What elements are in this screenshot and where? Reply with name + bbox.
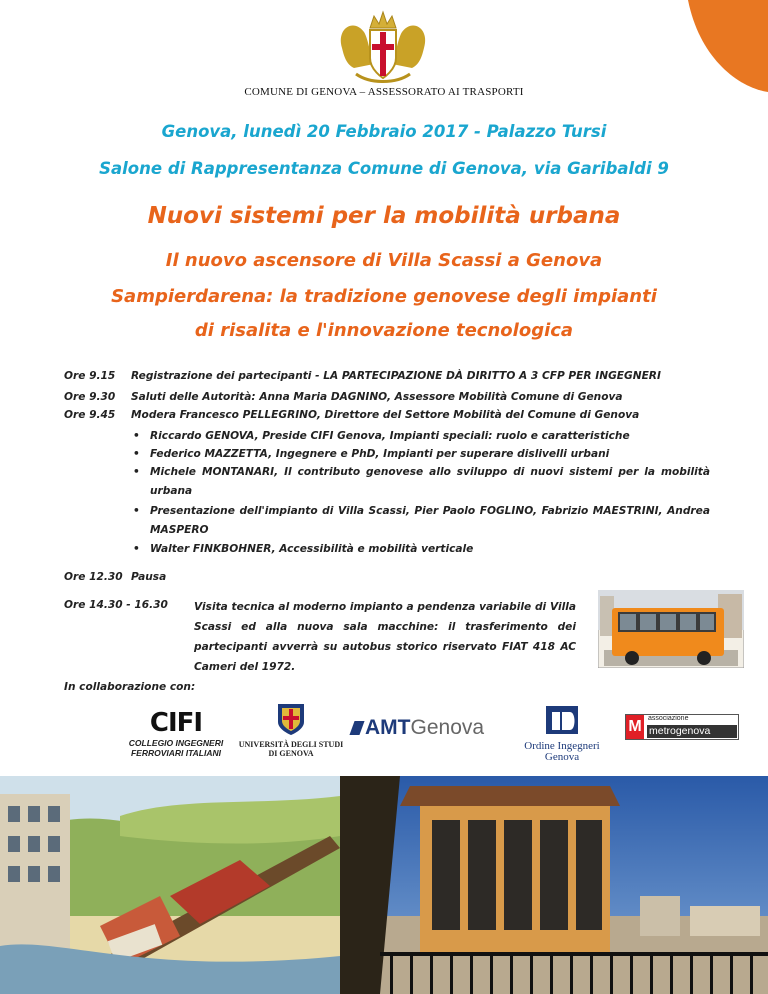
cifi-logo (120, 708, 232, 758)
amt-text: AMT (365, 716, 411, 739)
unige-line1: UNIVERSITÀ DEGLI STUDI (238, 740, 344, 749)
genova-coat-of-arms-icon (334, 8, 432, 88)
historic-bus-photo (598, 590, 744, 668)
metro-m-icon: M (626, 715, 644, 739)
cifi-line1: COLLEGIO INGEGNERI (128, 738, 224, 748)
funicular-painting (0, 776, 340, 994)
program-time: Ore 9.30 (64, 391, 116, 403)
ordine-ingegneri-logo (518, 704, 606, 763)
metro-big: metrogenova (647, 725, 737, 738)
metro-small: associazione (648, 715, 689, 722)
speaker-item: • Walter FINKBOHNER, Accessibilità e mobilità verticale (150, 540, 710, 559)
ordine-line2: Genova (544, 751, 580, 763)
speaker-item: • Michele MONTANARI, Il contributo genovese allo sviluppo di nuovi sistemi per la mobilità urbana (150, 463, 710, 501)
villa-scassi-lift-photo (340, 776, 768, 994)
cifi-mark: CIFI (149, 708, 203, 738)
event-subtitle-line-2: Sampierdarena: la tradizione genovese degli impianti (111, 286, 657, 307)
program-time: Ore 9.15 (64, 370, 116, 382)
ordine-line1: Ordine Ingegneri (524, 740, 600, 752)
amt-mark-icon (349, 721, 364, 735)
pause-item (64, 571, 166, 583)
speaker-item: • Riccardo GENOVA, Preside CIFI Genova, Impianti speciali: ruolo e caratteristiche (150, 427, 710, 446)
speaker-item: • Federico MAZZETTA, Ingegnere e PhD, Impianti per superare dislivelli urbani (150, 445, 710, 464)
corner-decoration (670, 0, 768, 98)
visit-time: Ore 14.30 - 16.30 (64, 599, 168, 611)
event-subtitle-line-3: di risalita e l'innovazione tecnologica (194, 320, 574, 341)
pause-time: Ore 12.30 (64, 571, 123, 583)
event-date-place: Genova, lunedì 20 Febbraio 2017 - Palazzo Tursi (161, 122, 607, 141)
event-venue: Salone di Rappresentanza Comune di Genova, via Garibaldi 9 (99, 159, 669, 178)
visit-text: Visita tecnica al moderno impianto a pendenza variabile di Villa Scassi ed alla nuova sala macchine: il trasferimento dei partecipanti avverrà su autobus storico riservato FIAT 418 AC Cameri del 1972. (194, 601, 576, 673)
unige-line2: DI GENOVA (268, 749, 314, 758)
comune-header: COMUNE DI GENOVA – ASSESSORATO AI TRASPORTI (244, 86, 524, 98)
event-subtitle-line-1: Il nuovo ascensore di Villa Scassi a Genova (165, 250, 603, 271)
event-title: Nuovi sistemi per la mobilità urbana (147, 203, 621, 229)
amt-genova-text: Genova (410, 716, 485, 739)
program-text: Registrazione dei partecipanti - LA PARTECIPAZIONE DÀ DIRITTO A 3 CFP PER INGEGNERI (131, 370, 661, 382)
ordine-mark-icon (542, 704, 582, 736)
amt-logo (352, 716, 484, 740)
program-item (64, 370, 661, 382)
program-item (64, 391, 623, 403)
program-item (64, 409, 639, 421)
program-text: Modera Francesco PELLEGRINO, Direttore del Settore Mobilità del Comune di Genova (131, 409, 640, 421)
unige-logo (236, 702, 346, 758)
program-text: Saluti delle Autorità: Anna Maria DAGNINO, Assessore Mobilità Comune di Genova (131, 391, 623, 403)
unige-shield-icon (236, 702, 346, 736)
speaker-item: • Presentazione dell'impianto di Villa Scassi, Pier Paolo FOGLINO, Fabrizio MAESTRINI, Andrea MASPERO (150, 502, 710, 540)
metrogenova-logo (625, 714, 739, 740)
collab-label: In collaborazione con: (64, 681, 196, 693)
cifi-line2: FERROVIARI ITALIANI (130, 748, 222, 758)
program-time: Ore 9.45 (64, 409, 116, 421)
pause-text: Pausa (131, 571, 167, 583)
